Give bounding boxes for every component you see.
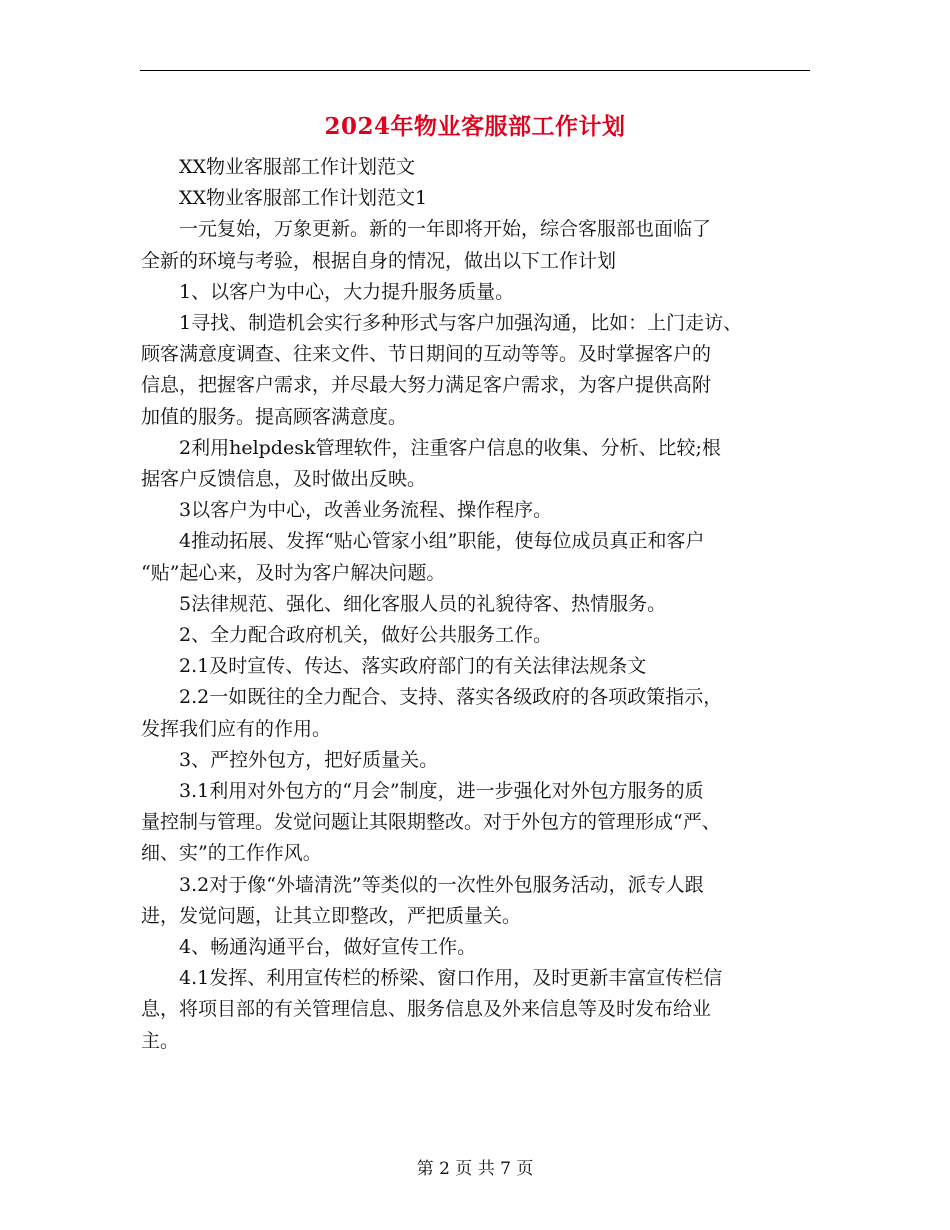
paragraph — [141, 589, 813, 620]
paragraph — [141, 651, 813, 682]
paragraph — [141, 620, 813, 651]
paragraph-line: 5法律规范、强化、细化客服人员的礼貌待客、热情服务。 — [179, 592, 667, 615]
paragraph-line: 息，将项目部的有关管理信息、服务信息及外来信息等及时发布给业 — [141, 998, 712, 1021]
paragraph-line: 1寻找、制造机会实行多种形式与客户加强沟通，比如：上门走访、 — [179, 312, 743, 335]
paragraph-line: 信息，把握客户需求，并尽最大努力满足客户需求，为客户提供高附 — [141, 374, 712, 397]
document-body — [141, 152, 813, 1057]
paragraph — [141, 745, 813, 776]
paragraph-line: 细、实”的工作作风。 — [141, 842, 322, 865]
paragraph-line: 一元复始，万象更新。新的一年即将开始，综合客服部也面临了 — [179, 218, 712, 241]
paragraph-line: 全新的环境与考验，根据自身的情况，做出以下工作计划 — [141, 249, 617, 272]
paragraph — [141, 963, 813, 1057]
paragraph-line: 4、畅通沟通平台，做好宣传工作。 — [179, 936, 477, 959]
paragraph-line: XX物业客服部工作计划范文1 — [179, 187, 428, 210]
paragraph-line: 加值的服务。提高顾客满意度。 — [141, 405, 408, 428]
paragraph — [141, 214, 813, 276]
paragraph — [141, 183, 813, 214]
paragraph — [141, 932, 813, 963]
paragraph-line: 2利用helpdesk管理软件，注重客户信息的收集、分析、比较;根 — [179, 436, 721, 459]
paragraph-line: 2.2一如既往的全力配合、支持、落实各级政府的各项政策指示， — [179, 686, 723, 709]
paragraph-line: 4.1发挥、利用宣传栏的桥梁、窗口作用，及时更新丰富宣传栏信 — [179, 967, 723, 990]
paragraph-line: 3.2对于像“外墙清洗”等类似的一次性外包服务活动，派专人跟 — [179, 873, 704, 896]
paragraph-line: 据客户反馈信息，及时做出反映。 — [141, 468, 427, 491]
paragraph-line: 2、全力配合政府机关，做好公共服务工作。 — [179, 624, 553, 647]
paragraph-line: 3、严控外包方，把好质量关。 — [179, 748, 439, 771]
paragraph — [141, 152, 813, 183]
paragraph-line: 顾客满意度调查、往来文件、节日期间的互动等等。及时掌握客户的 — [141, 343, 712, 366]
paragraph — [141, 526, 813, 588]
paragraph-line: 发挥我们应有的作用。 — [141, 717, 332, 740]
paragraph-line: XX物业客服部工作计划范文 — [179, 156, 416, 178]
paragraph-line: 进，发觉问题，让其立即整改，严把质量关。 — [141, 904, 522, 927]
document-title: 2024年物业客服部工作计划 — [324, 113, 626, 140]
paragraph-line: 量控制与管理。发觉问题让其限期整改。对于外包方的管理形成“严、 — [141, 811, 721, 834]
paragraph-line: 2.1及时宣传、传达、落实政府部门的有关法律法规条文 — [179, 655, 647, 678]
paragraph — [141, 870, 813, 932]
paragraph — [141, 277, 813, 308]
paragraph-line: 3以客户为中心，改善业务流程、操作程序。 — [179, 499, 553, 522]
paragraph-line: “贴”起心来，及时为客户解决问题。 — [141, 561, 446, 584]
paragraph-line: 1、以客户为中心，大力提升服务质量。 — [179, 280, 515, 303]
header-rule — [140, 70, 810, 71]
paragraph — [141, 433, 813, 495]
page-footer: 第 2 页 共 7 页 — [416, 1159, 534, 1179]
paragraph — [141, 308, 813, 433]
paragraph-line: 4推动拓展、发挥“贴心管家小组”职能，使每位成员真正和客户 — [179, 530, 705, 553]
paragraph-line: 主。 — [141, 1029, 180, 1052]
paragraph-line: 3.1利用对外包方的“月会”制度，进一步强化对外包方服务的质 — [179, 780, 704, 803]
paragraph — [141, 495, 813, 526]
paragraph — [141, 776, 813, 870]
paragraph — [141, 682, 813, 744]
